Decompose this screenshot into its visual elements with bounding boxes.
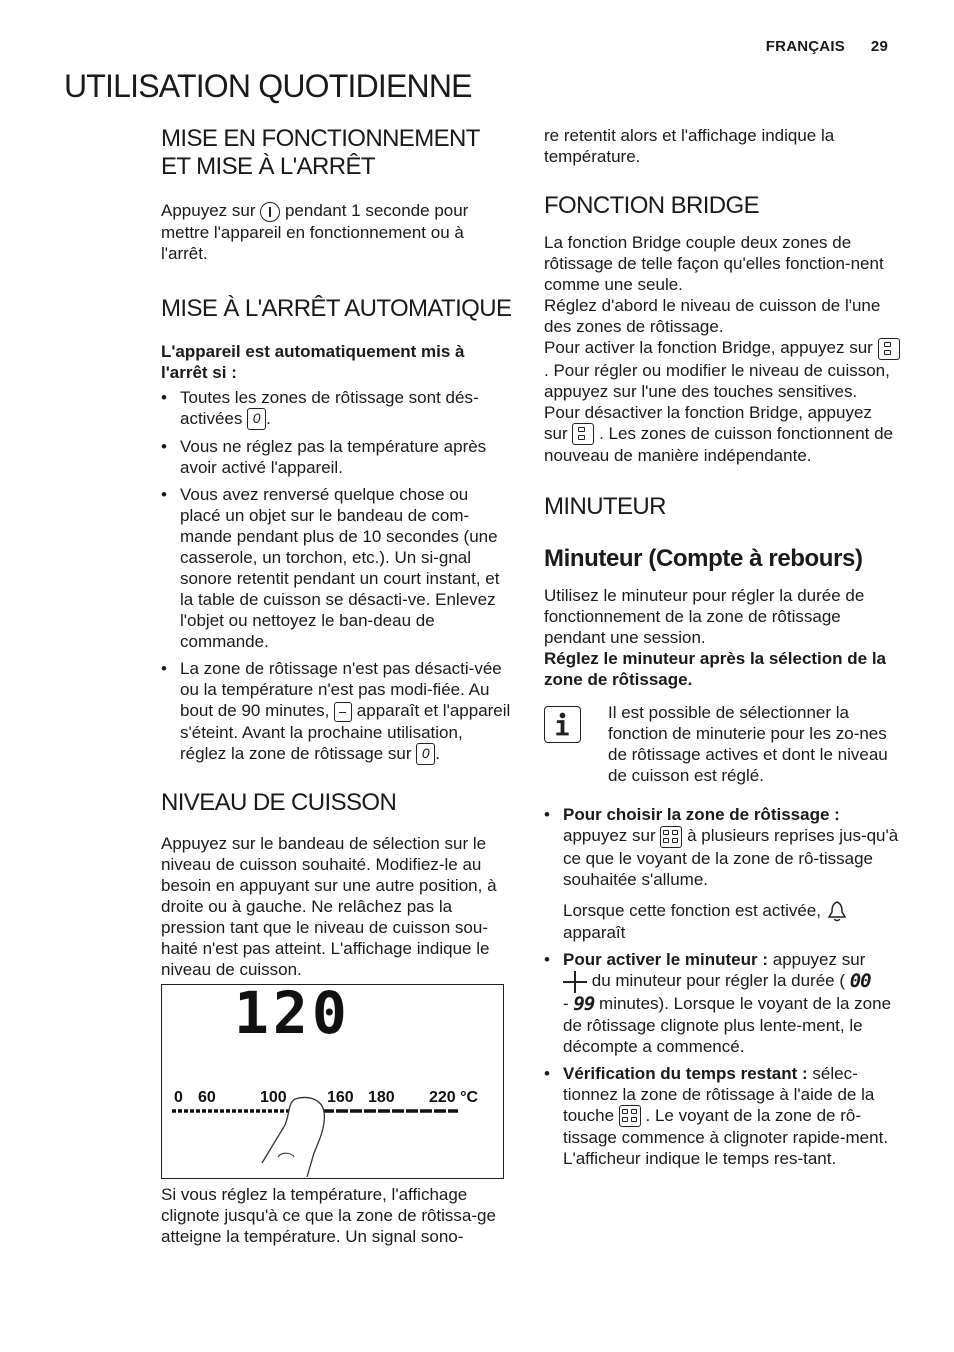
zone-select-icon (619, 1105, 641, 1127)
bell-icon (826, 900, 848, 922)
list-item: • Vous avez renversé quelque chose ou placé un objet sur le bandeau de com-mande pendant plus de 10 secondes (une casserole, un torchon, etc.). Un si-gnal sonore retentit pendant un court instant, et la table de cuisson se désacti-ve. Enlevez l'objet ou nettoyez le ban-deau de commande. (161, 484, 513, 652)
cooking-level-paragraph: Appuyez sur le bandeau de sélection sur le niveau de cuisson souhaité. Modifiez-le au besoin en appuyant sur une autre position, à droite ou à gauche. Ne relâchez pas la pression tant que le niveau de cuisson sou-haité n'est pas atteint. L'affichage indique le niveau de cuisson. (161, 834, 497, 980)
on-off-paragraph: Appuyez sur pendant 1 seconde pour mettre l'appareil en fonctionnement ou à l'arrêt. (161, 201, 469, 263)
list-item: • Pour activer le minuteur : appuyez sur du minuteur pour régler la durée ( 00 - 99 minutes). Lorsque le voyant de la zone de rôtissage clignote plus lente-ment, le décompte a commencé. (544, 949, 900, 1057)
bridge-paragraph-1: La fonction Bridge couple deux zones de rôtissage de telle façon qu'elles fonction-nent comme une seule. (544, 233, 884, 294)
cooking-level-paragraph-2: Si vous réglez la température, l'affichage clignote jusqu'à ce que la zone de rôtissa-ge atteigne la température. Un signal sono- (161, 1185, 496, 1247)
list-item: • Vérification du temps restant : sélec-tionnez la zone de rôtissage à l'aide de la touche . Le voyant de la zone de rô-tissage commence à clignoter rapide-ment. L'afficheur indique le temps res-tant. (544, 1063, 900, 1170)
continuation-paragraph: re retentit alors et l'affichage indique la température. (544, 126, 835, 166)
bridge-paragraph-4: Pour désactiver la fonction Bridge, appuyez sur . Les zones de cuisson fonctionnent de nouveau de manière indépendante. (544, 402, 894, 466)
list-item: • Vous ne réglez pas la température après avoir activé l'appareil. (161, 436, 513, 478)
scale-label: 180 (368, 1089, 395, 1107)
right-column (544, 125, 900, 1169)
page-header (766, 38, 888, 55)
info-note-text: Il est possible de sélectionner la fonction de minuterie pour les zo-nes de rôtissage actives et dont le niveau de cuisson est réglé. (608, 703, 888, 786)
list-item: • Toutes les zones de rôtissage sont dés-activées 0 . (161, 387, 513, 431)
auto-off-intro: L'appareil est automatiquement mis à l'arrêt si : (161, 341, 465, 382)
display-drawing (162, 985, 502, 1177)
scale-label: 0 (174, 1089, 183, 1107)
bridge-paragraph-3: Pour activer la fonction Bridge, appuyez sur . Pour régler ou modifier le niveau de cuisson, appuyez sur l'une des touches sensitives. (544, 337, 900, 402)
timer-paragraph: Utilisez le minuteur pour régler la durée de fonctionnement de la zone de rôtissage pendant une session. (544, 586, 865, 648)
section-title-bridge: FONCTION BRIDGE (544, 192, 760, 219)
display-readout: 120 (234, 985, 351, 1048)
section-title-timer: MINUTEUR (544, 493, 666, 521)
scale-label: 220 °C (429, 1089, 479, 1107)
zero-display-icon: 0 (416, 743, 435, 765)
page-number: 29 (870, 38, 888, 55)
timer-subtitle: Minuteur (Compte à rebours) (544, 545, 863, 573)
section-title-auto-off: MISE À L'ARRÊT AUTOMATIQUE (161, 294, 512, 322)
minus-display-icon (334, 702, 352, 722)
language-label: FRANÇAIS (765, 38, 845, 55)
bridge-icon (572, 423, 594, 445)
left-column (161, 125, 513, 1247)
bridge-paragraph-2: Réglez d'abord le niveau de cuisson de l'une des zones de rôtissage. (544, 296, 881, 336)
scale-label: 100 (260, 1089, 287, 1107)
timer-steps (544, 804, 900, 1169)
scale-label: 160 (327, 1089, 354, 1107)
list-item: • Pour choisir la zone de rôtissage : appuyez sur à plusieurs reprises jus-qu'à ce que le voyant de la zone de rô-tissage souhaitée s'allume. Lorsque cette fonction est activée, apparaît (544, 804, 900, 943)
auto-off-list (161, 387, 513, 766)
timer-max-icon: 99 (573, 992, 595, 1015)
scale-label: 60 (198, 1089, 216, 1107)
zero-display-icon: 0 (247, 408, 266, 430)
section-title-cooking-level: NIVEAU DE CUISSON (161, 789, 397, 817)
zone-select-icon (660, 826, 682, 848)
bridge-icon (878, 338, 900, 360)
page-title: UTILISATION QUOTIDIENNE (64, 68, 472, 104)
timer-warning: Réglez le minuteur après la sélection de la zone de rôtissage. (544, 649, 887, 690)
timer-min-icon: 00 (849, 970, 871, 993)
plus-icon (563, 971, 587, 993)
display-illustration (161, 984, 504, 1179)
info-icon (544, 706, 581, 743)
power-icon (260, 202, 280, 222)
section-title-on-off: MISE EN FONCTIONNEMENT ET MISE À L'ARRÊT (161, 125, 480, 180)
list-item: • La zone de rôtissage n'est pas désacti-vée ou la température n'est pas modi-fiée. Au bout de 90 minutes, apparaît et l'appareil s'éteint. Avant la prochaine utilisation, réglez la zone de rôtissage sur 0 . (161, 658, 513, 765)
info-note (544, 702, 900, 786)
